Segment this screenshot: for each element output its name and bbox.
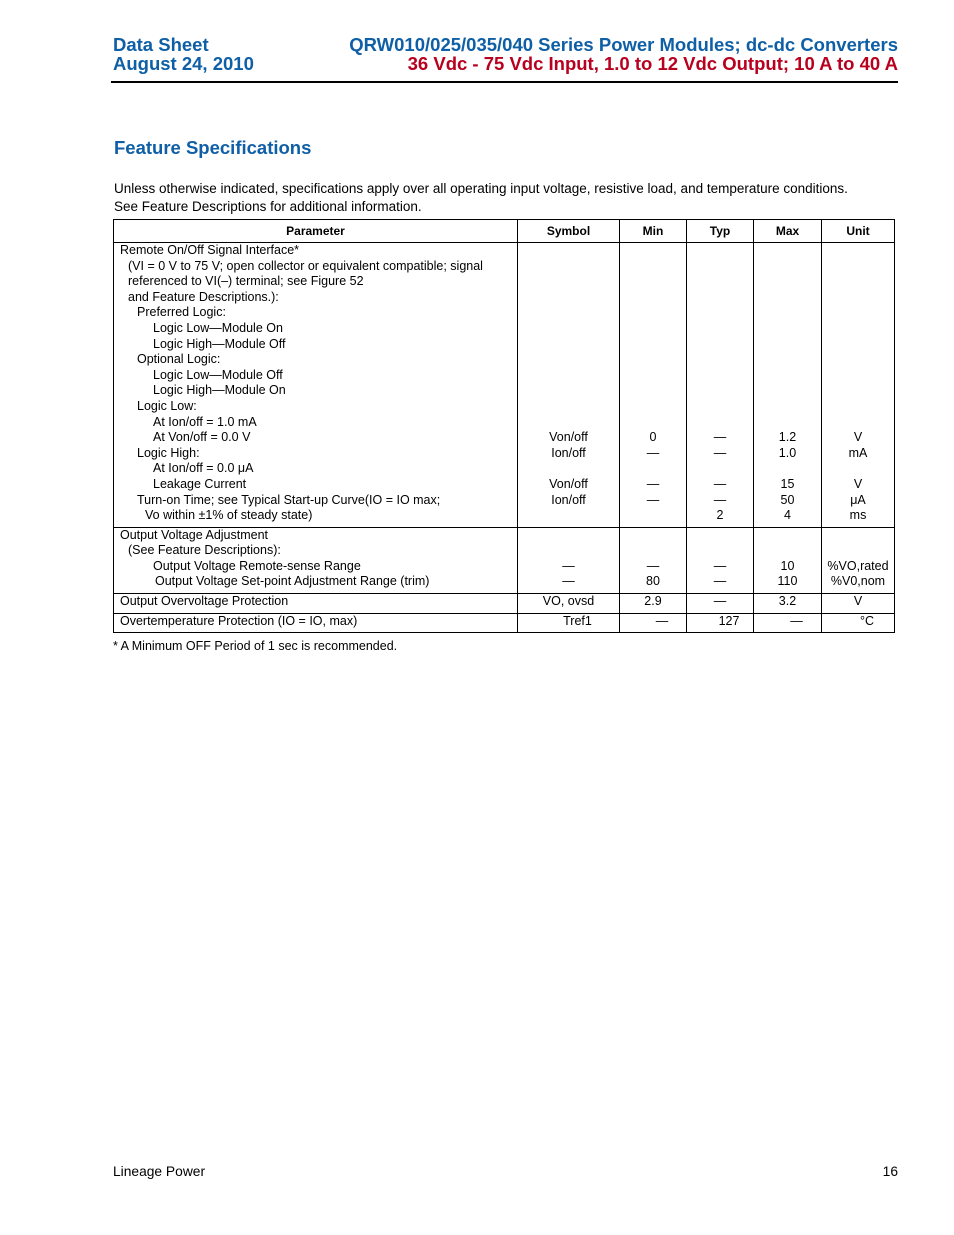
doc-date: August 24, 2010: [113, 53, 254, 74]
unit-cell: V: [822, 477, 895, 493]
typ-cell: —: [687, 574, 754, 593]
intro-line: See Feature Descriptions for additional information.: [114, 199, 422, 214]
typ-cell: —: [687, 446, 754, 462]
header-right: [349, 35, 898, 73]
col-header-typ: Typ: [687, 220, 754, 243]
max-cell: [754, 543, 822, 559]
parameter-cell: At Ion/off = 1.0 mA: [114, 415, 518, 431]
max-cell: 50: [754, 493, 822, 509]
parameter-cell: Output Voltage Adjustment: [114, 527, 518, 543]
intro-line: Unless otherwise indicated, specifications apply over all operating input voltage, resistive load, and temperature conditions.: [114, 181, 848, 196]
min-cell: [620, 527, 687, 543]
parameter-cell: Output Voltage Remote-sense Range: [114, 559, 518, 575]
parameter-cell: Logic Low—Module Off: [114, 368, 518, 384]
min-cell: 2.9: [620, 594, 687, 614]
parameter-cell: Remote On/Off Signal Interface*: [114, 243, 518, 259]
symbol-cell: Ion/off: [518, 493, 620, 509]
typ-cell: [687, 543, 754, 559]
spec-line: [114, 337, 895, 353]
min-cell: [620, 508, 687, 527]
parameter-cell: Vo within ±1% of steady state): [114, 508, 518, 527]
typ-cell: [687, 274, 754, 290]
min-cell: —: [620, 477, 687, 493]
spec-line: [114, 613, 895, 633]
max-cell: [754, 415, 822, 431]
max-cell: [754, 352, 822, 368]
parameter-cell: Leakage Current: [114, 477, 518, 493]
max-cell: [754, 337, 822, 353]
parameter-cell: Logic Low—Module On: [114, 321, 518, 337]
typ-cell: [687, 461, 754, 477]
unit-cell: [822, 415, 895, 431]
unit-cell: %VO,rated: [822, 559, 895, 575]
max-cell: [754, 368, 822, 384]
header-left: [113, 35, 254, 73]
typ-cell: [687, 290, 754, 306]
parameter-cell: Turn-on Time; see Typical Start-up Curve(IO = IO max;: [114, 493, 518, 509]
max-cell: [754, 383, 822, 399]
symbol-cell: [518, 543, 620, 559]
max-cell: 1.0: [754, 446, 822, 462]
unit-cell: [822, 383, 895, 399]
col-header-max: Max: [754, 220, 822, 243]
symbol-cell: [518, 508, 620, 527]
spec-line: [114, 527, 895, 543]
min-cell: 80: [620, 574, 687, 593]
parameter-cell: At Ion/off = 0.0 μA: [114, 461, 518, 477]
min-cell: [620, 383, 687, 399]
unit-cell: [822, 527, 895, 543]
max-cell: [754, 290, 822, 306]
parameter-cell: Logic High—Module On: [114, 383, 518, 399]
spec-table: [113, 219, 895, 633]
symbol-cell: [518, 352, 620, 368]
min-cell: —: [620, 493, 687, 509]
max-cell: [754, 259, 822, 275]
spec-line: [114, 290, 895, 306]
typ-cell: [687, 337, 754, 353]
symbol-cell: Ion/off: [518, 446, 620, 462]
min-cell: [620, 543, 687, 559]
parameter-cell: Overtemperature Protection (IO = IO, max): [114, 613, 518, 633]
min-cell: [620, 243, 687, 259]
unit-cell: [822, 321, 895, 337]
symbol-cell: [518, 415, 620, 431]
max-cell: 1.2: [754, 430, 822, 446]
table-header-row: [114, 220, 895, 243]
parameter-cell: Logic High—Module Off: [114, 337, 518, 353]
col-header-unit: Unit: [822, 220, 895, 243]
max-cell: 3.2: [754, 594, 822, 614]
page-number: 16: [882, 1164, 898, 1179]
min-cell: [620, 352, 687, 368]
spec-line: [114, 493, 895, 509]
spec-line: [114, 352, 895, 368]
footer-company: Lineage Power: [113, 1164, 206, 1179]
typ-cell: 2: [687, 508, 754, 527]
spec-line: [114, 430, 895, 446]
typ-cell: —: [687, 559, 754, 575]
typ-cell: [687, 321, 754, 337]
symbol-cell: VO, ovsd: [518, 594, 620, 614]
symbol-cell: —: [518, 559, 620, 575]
unit-cell: [822, 290, 895, 306]
spec-line: [114, 594, 895, 614]
max-cell: [754, 527, 822, 543]
typ-cell: —: [687, 594, 754, 614]
unit-cell: [822, 337, 895, 353]
typ-cell: [687, 243, 754, 259]
spec-line: [114, 321, 895, 337]
symbol-cell: [518, 321, 620, 337]
symbol-cell: [518, 383, 620, 399]
symbol-cell: Von/off: [518, 477, 620, 493]
min-cell: —: [620, 613, 687, 633]
symbol-cell: Tref1: [518, 613, 620, 633]
typ-cell: —: [687, 477, 754, 493]
typ-cell: 127: [687, 613, 754, 633]
spec-line: [114, 368, 895, 384]
symbol-cell: [518, 461, 620, 477]
typ-cell: [687, 368, 754, 384]
section-heading: Feature Specifications: [114, 137, 312, 158]
parameter-cell: (See Feature Descriptions):: [114, 543, 518, 559]
symbol-cell: [518, 337, 620, 353]
min-cell: —: [620, 446, 687, 462]
parameter-cell: Preferred Logic:: [114, 305, 518, 321]
typ-cell: [687, 527, 754, 543]
unit-cell: mA: [822, 446, 895, 462]
min-cell: [620, 337, 687, 353]
spec-line: [114, 508, 895, 527]
typ-cell: —: [687, 430, 754, 446]
typ-cell: [687, 352, 754, 368]
min-cell: [620, 461, 687, 477]
doc-label: Data Sheet: [113, 34, 209, 55]
unit-cell: %V0,nom: [822, 574, 895, 593]
unit-cell: [822, 305, 895, 321]
unit-cell: [822, 259, 895, 275]
parameter-cell: Logic High:: [114, 446, 518, 462]
symbol-cell: [518, 290, 620, 306]
unit-cell: μA: [822, 493, 895, 509]
spec-line: [114, 399, 895, 415]
max-cell: [754, 274, 822, 290]
min-cell: [620, 259, 687, 275]
unit-cell: [822, 543, 895, 559]
col-header-symbol: Symbol: [518, 220, 620, 243]
spec-line: [114, 477, 895, 493]
min-cell: [620, 321, 687, 337]
spec-line: [114, 446, 895, 462]
min-cell: [620, 399, 687, 415]
footnote: * A Minimum OFF Period of 1 sec is recommended.: [113, 639, 398, 653]
typ-cell: [687, 305, 754, 321]
typ-cell: [687, 259, 754, 275]
max-cell: —: [754, 613, 822, 633]
symbol-cell: Von/off: [518, 430, 620, 446]
unit-cell: V: [822, 594, 895, 614]
unit-cell: ms: [822, 508, 895, 527]
header-rule: [111, 81, 898, 83]
max-cell: 15: [754, 477, 822, 493]
typ-cell: [687, 399, 754, 415]
max-cell: 110: [754, 574, 822, 593]
symbol-cell: [518, 399, 620, 415]
max-cell: [754, 399, 822, 415]
max-cell: 4: [754, 508, 822, 527]
symbol-cell: [518, 243, 620, 259]
spec-line: [114, 305, 895, 321]
unit-cell: [822, 399, 895, 415]
spec-line: [114, 461, 895, 477]
unit-cell: [822, 368, 895, 384]
col-header-parameter: Parameter: [114, 220, 518, 243]
typ-cell: [687, 383, 754, 399]
unit-cell: [822, 461, 895, 477]
unit-cell: V: [822, 430, 895, 446]
parameter-cell: (VI = 0 V to 75 V; open collector or equivalent compatible; signal: [114, 259, 518, 275]
parameter-cell: Output Overvoltage Protection: [114, 594, 518, 614]
parameter-cell: Logic Low:: [114, 399, 518, 415]
min-cell: [620, 290, 687, 306]
parameter-cell: and Feature Descriptions.):: [114, 290, 518, 306]
symbol-cell: [518, 259, 620, 275]
max-cell: [754, 305, 822, 321]
min-cell: 0: [620, 430, 687, 446]
spec-line: [114, 415, 895, 431]
min-cell: [620, 305, 687, 321]
symbol-cell: [518, 274, 620, 290]
min-cell: [620, 368, 687, 384]
spec-line: [114, 383, 895, 399]
spec-line: [114, 574, 895, 593]
typ-cell: —: [687, 493, 754, 509]
parameter-cell: Optional Logic:: [114, 352, 518, 368]
min-cell: [620, 415, 687, 431]
max-cell: [754, 461, 822, 477]
typ-cell: [687, 415, 754, 431]
unit-cell: °C: [822, 613, 895, 633]
symbol-cell: [518, 368, 620, 384]
spec-line: [114, 243, 895, 259]
doc-subtitle: 36 Vdc - 75 Vdc Input, 1.0 to 12 Vdc Output; 10 A to 40 A: [407, 53, 898, 74]
col-header-min: Min: [620, 220, 687, 243]
doc-title: QRW010/025/035/040 Series Power Modules; dc-dc Converters: [349, 34, 898, 55]
spec-line: [114, 559, 895, 575]
min-cell: —: [620, 559, 687, 575]
spec-line: [114, 259, 895, 275]
parameter-cell: At Von/off = 0.0 V: [114, 430, 518, 446]
max-cell: [754, 321, 822, 337]
symbol-cell: —: [518, 574, 620, 593]
spec-line: [114, 274, 895, 290]
max-cell: 10: [754, 559, 822, 575]
spec-line: [114, 543, 895, 559]
intro-text: [114, 180, 848, 216]
min-cell: [620, 274, 687, 290]
parameter-cell: referenced to VI(–) terminal; see Figure 52: [114, 274, 518, 290]
unit-cell: [822, 274, 895, 290]
unit-cell: [822, 243, 895, 259]
symbol-cell: [518, 305, 620, 321]
symbol-cell: [518, 527, 620, 543]
max-cell: [754, 243, 822, 259]
parameter-cell: Output Voltage Set-point Adjustment Range (trim): [114, 574, 518, 593]
unit-cell: [822, 352, 895, 368]
